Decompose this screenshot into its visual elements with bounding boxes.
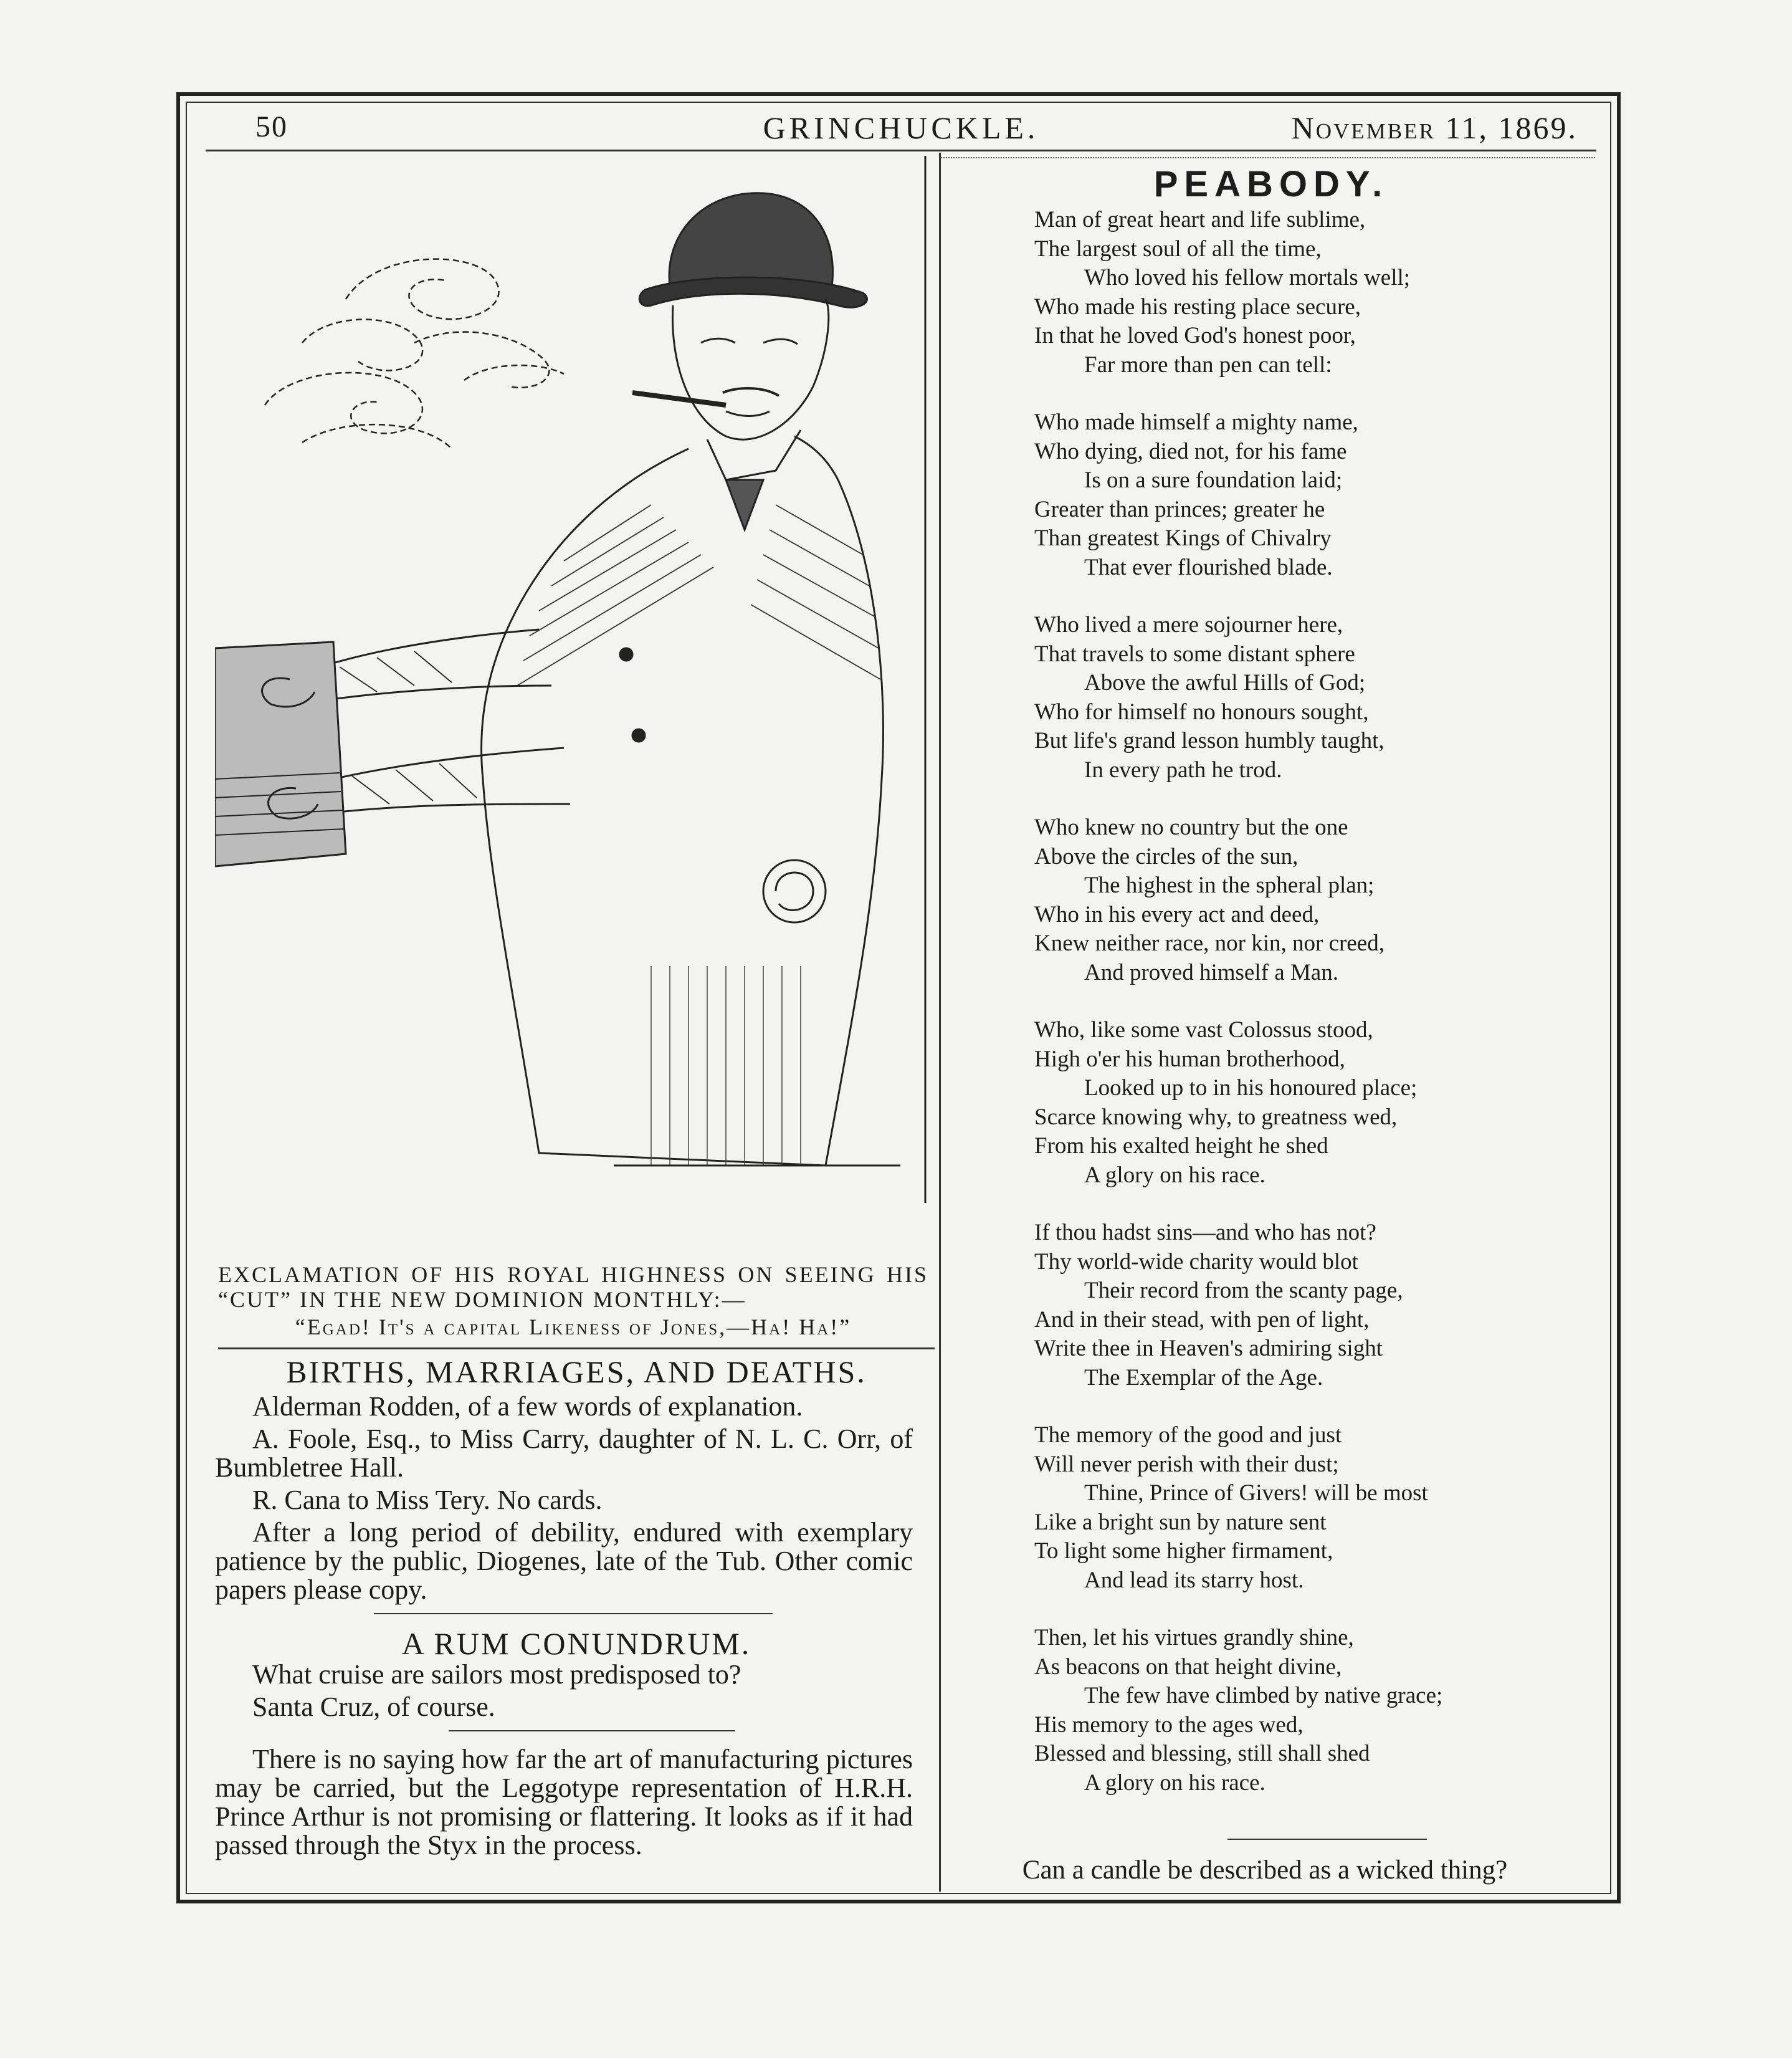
caption-line-1: EXCLAMATION OF HIS ROYAL HIGHNESS ON SEEING HIS “CUT” IN THE NEW DOMINION MONTHLY:— <box>218 1262 928 1312</box>
poem-line: Scarce knowing why, to greatness wed, <box>1034 1104 1398 1130</box>
births-title: BIRTHS, MARRIAGES, AND DEATHS. <box>286 1354 867 1389</box>
poem-line: Man of great heart and life sublime, <box>1034 207 1366 232</box>
poem-stanza <box>1034 1421 1595 1595</box>
poem-stanza <box>1034 1016 1595 1190</box>
poem-line: Knew neither race, nor kin, nor creed, <box>1034 931 1385 956</box>
poem-end-rule <box>1227 1839 1427 1840</box>
poem-title: PEABODY. <box>1153 164 1389 204</box>
poem-line: Their record from the scanty page, <box>1084 1278 1403 1303</box>
poem-line: Who in his every act and deed, <box>1034 901 1320 927</box>
births-section <box>215 1392 913 1608</box>
poem-line: Than greatest Kings of Chivalry <box>1034 525 1332 551</box>
conundrum-answer: Santa Cruz, of course. <box>252 1692 495 1722</box>
poem-line: If thou hadst sins—and who has not? <box>1034 1220 1376 1245</box>
page-header <box>206 105 1596 153</box>
poem-line: Who knew no country but the one <box>1034 815 1348 840</box>
poem-line: As beacons on that height divine, <box>1034 1654 1342 1680</box>
closing-question: Can a candle be described as a wicked thing? <box>1022 1855 1508 1885</box>
cigar <box>632 393 726 405</box>
poem-line: Far more than pen can tell: <box>1084 352 1332 378</box>
poem-stanza <box>1034 1218 1595 1392</box>
leggotype-text: There is no saying how far the art of manufacturing pictures may be carried, but the Leggotype representation of H.R.H. Prince Arthur is not promising or flattering. It looks as if it had passed through the Styx in the process. <box>215 1744 913 1860</box>
poem-line: From his exalted height he shed <box>1034 1133 1328 1159</box>
column-divider <box>939 153 941 1892</box>
poem-line: In every path he trod. <box>1084 757 1282 783</box>
section-rule <box>218 1347 935 1349</box>
header-rule <box>206 150 1596 151</box>
poem-stanza <box>1034 408 1595 582</box>
cartoon-illustration <box>215 156 932 1215</box>
poem-line: High o'er his human brotherhood, <box>1034 1046 1345 1072</box>
poem-line: Above the awful Hills of God; <box>1084 670 1366 696</box>
leggotype-paragraph <box>215 1745 913 1864</box>
poem-line: Is on a sure foundation laid; <box>1084 467 1343 493</box>
book <box>215 642 346 866</box>
header-dotted-rule <box>941 157 1595 158</box>
conundrum-question: What cruise are sailors most predisposed to? <box>252 1659 741 1690</box>
poem-stanza <box>1034 611 1595 785</box>
poem-line: The few have climbed by native grace; <box>1084 1683 1443 1708</box>
births-item: Alderman Rodden, of a few words of explanation. <box>252 1391 803 1422</box>
issue-date: November 11, 1869. <box>1291 110 1578 145</box>
poem-line: Write thee in Heaven's admiring sight <box>1034 1336 1383 1361</box>
births-item: After a long period of debility, endured with exemplary patience by the public, Diogenes, late of the Tub. Other comic papers please copy. <box>215 1517 913 1605</box>
poem-line: Blessed and blessing, still shall shed <box>1034 1741 1370 1766</box>
poem-line: The largest soul of all the time, <box>1034 236 1322 262</box>
publication-title: GRINCHUCKLE. <box>763 110 1039 145</box>
poem-stanza <box>1034 813 1595 987</box>
poem-line: Greater than princes; greater he <box>1034 496 1325 522</box>
conundrum-title: A RUM CONUNDRUM. <box>401 1626 751 1661</box>
poem-line: And proved himself a Man. <box>1084 959 1338 985</box>
poem-line: Will never perish with their dust; <box>1034 1451 1339 1477</box>
poem-line: Above the circles of the sun, <box>1034 843 1299 869</box>
conundrum-section <box>215 1660 913 1725</box>
poem-line: Who dying, died not, for his fame <box>1034 438 1347 464</box>
poem-line: Thine, Prince of Givers! will be most <box>1084 1480 1428 1506</box>
poem-line: A glory on his race. <box>1084 1162 1265 1188</box>
births-item: A. Foole, Esq., to Miss Carry, daughter of N. L. C. Orr, of Bumbletree Hall. <box>215 1424 913 1483</box>
bowler-hat <box>639 193 867 308</box>
poem-line: That travels to some distant sphere <box>1034 641 1355 667</box>
poem-line: The Exemplar of the Age. <box>1084 1364 1323 1390</box>
poem-line: And in their stead, with pen of light, <box>1034 1306 1370 1333</box>
poem-line: The highest in the spheral plan; <box>1084 873 1375 898</box>
poem-line: Who for himself no honours sought, <box>1034 699 1369 725</box>
emblem <box>763 860 826 922</box>
poem-line: Thy world-wide charity would blot <box>1034 1248 1358 1275</box>
caption-line-2: “Egad! It's a capital Likeness of Jones,—Ha! Ha!” <box>295 1314 852 1339</box>
poem-line: That ever flourished blade. <box>1084 554 1333 580</box>
poem-stanza <box>1034 206 1595 380</box>
poem-line: Who, like some vast Colossus stood, <box>1034 1017 1373 1043</box>
poem-line: The memory of the good and just <box>1034 1422 1342 1448</box>
divider-rule <box>449 1730 735 1731</box>
illustration-caption <box>218 1262 928 1339</box>
poem-line: Who lived a mere sojourner here, <box>1034 612 1343 638</box>
births-item: R. Cana to Miss Tery. No cards. <box>252 1485 603 1515</box>
poem-line: Who made his resting place secure, <box>1034 294 1361 320</box>
head <box>672 299 828 439</box>
smoke-swirls <box>265 259 564 449</box>
poem-line: In that he loved God's honest poor, <box>1034 323 1356 348</box>
poem-line: Who loved his fellow mortals well; <box>1084 265 1411 290</box>
poem-line: But life's grand lesson humbly taught, <box>1034 728 1385 754</box>
poem-body <box>1034 206 1595 1826</box>
poem-line: Like a bright sun by nature sent <box>1034 1509 1327 1535</box>
poem-line: And lead its starry host. <box>1084 1567 1304 1593</box>
poem-line: A glory on his race. <box>1084 1769 1265 1796</box>
page-number: 50 <box>255 110 288 143</box>
poem-stanza <box>1034 1624 1595 1797</box>
poem-line: Looked up to in his honoured place; <box>1084 1075 1418 1101</box>
poem-line: His memory to the ages wed, <box>1034 1711 1303 1738</box>
poem-line: Who made himself a mighty name, <box>1034 409 1358 435</box>
divider-rule <box>374 1613 773 1614</box>
poem-line: Then, let his virtues grandly shine, <box>1034 1625 1354 1650</box>
poem-line: To light some higher firmament, <box>1034 1538 1333 1564</box>
